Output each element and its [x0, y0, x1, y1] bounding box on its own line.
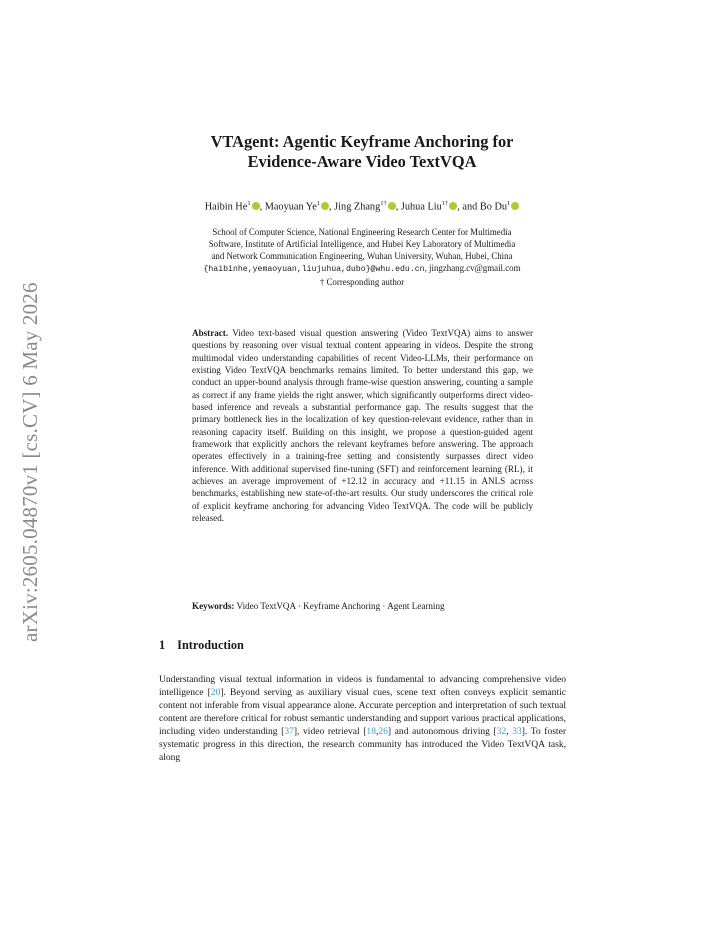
intro-text: ,: [375, 726, 379, 738]
citation-link[interactable]: 26: [378, 726, 388, 738]
author-list: [150, 200, 574, 212]
intro-text: ,: [506, 726, 513, 738]
author-affil-mark: 1†: [441, 200, 449, 207]
section-title: Introduction: [177, 638, 244, 652]
author-affil-mark: 1: [316, 200, 321, 207]
orcid-icon[interactable]: [388, 202, 396, 210]
author-name: , Jing Zhang: [329, 201, 381, 213]
paper-title: [150, 132, 574, 172]
orcid-icon[interactable]: [321, 202, 329, 210]
abstract-label: Abstract.: [192, 328, 229, 338]
email-address-extra[interactable]: , jingzhang.cv@gmail.com: [424, 263, 521, 274]
abstract: [192, 327, 533, 525]
affiliation-line: and Network Communication Engineering, Wuhan University, Wuhan, Hubei, China: [211, 251, 513, 262]
affiliation-line: School of Computer Science, National Engineering Research Center for Multimedia: [212, 227, 512, 237]
citation-link[interactable]: 32: [496, 726, 507, 738]
section-number: 1: [159, 638, 166, 652]
citation-link[interactable]: 37: [284, 726, 294, 738]
affiliation-block: [150, 226, 574, 288]
author-name: , and Bo Du: [457, 201, 508, 213]
intro-text: ]. To foster systematic progress in this direction, the research community has introduced the Video TextVQA task, along: [159, 726, 567, 764]
abstract-text: Video text-based visual question answering (Video TextVQA) aims to answer questions by reasoning over visual textual content appearing in videos. Despite the strong multimodal video understanding capabilities of recent Video-LLMs, their performance on existing Video TextVQA benchmarks remains limited. To better understand this gap, we conduct an upper-bound analysis through frame-wise question answering, counting a sample as correct if any frame yields the right answer, which significantly outperforms direct video-based inference and reveals a substantial performance gap. The results suggest that the primary bottleneck lies in the localization of key question-relevant evidence, rather than in reasoning capacity itself. Building on this insight, we propose a question-guided agent framework that explicitly anchors the relevant keyframes before answering. The approach operates effectively in a training-free setting and consistently surpasses direct video inference. With additional supervised fine-tuning (SFT) and reinforcement learning (RL), it achieves an average improvement of +12.12 in accuracy and +11.15 in ANLS across benchmarks, establishing new state-of-the-art results. Our study underscores the critical role of explicit keyframe anchoring for advancing Video TextVQA. The code will be publicly released.: [192, 328, 534, 524]
author-name: , Juhua Liu: [395, 201, 442, 213]
intro-text: ]. Beyond serving as auxiliary visual cues, scene text often conveys explicit semantic content not inferable from visual appearance alone. Accurate perception and interpretation of such textual content are therefore critical for robust semantic understanding and support various practical applications, including video understanding [: [159, 687, 566, 738]
intro-text: ], video retrieval [: [293, 726, 367, 738]
author-name: Haibin He: [204, 201, 248, 213]
email-line: [150, 262, 574, 276]
author-affil-mark: 1: [247, 200, 251, 207]
affiliation-line: Software, Institute of Artificial Intelligence, and Hubei Key Laboratory of Multimedia: [208, 239, 516, 250]
title-line-1: VTAgent: Agentic Keyframe Anchoring for: [210, 132, 514, 151]
section-heading: [159, 638, 244, 653]
citation-link[interactable]: 18: [366, 726, 376, 738]
orcid-icon[interactable]: [511, 202, 519, 210]
orcid-icon[interactable]: [252, 202, 260, 210]
arxiv-identifier: arXiv:2605.04870v1 [cs.CV] 6 May 2026: [18, 282, 42, 642]
title-line-2: Evidence-Aware Video TextVQA: [247, 152, 477, 171]
intro-text: Understanding visual textual information in videos is fundamental to advancing comprehensive video intelligence [: [159, 674, 566, 699]
keywords-label: Keywords:: [192, 601, 235, 611]
author-affil-mark: 1: [507, 200, 511, 207]
intro-text: ] and autonomous driving [: [387, 726, 497, 738]
corresponding-author-note: † Corresponding author: [319, 277, 405, 288]
citation-link[interactable]: 33: [512, 726, 522, 738]
intro-paragraph: [159, 673, 566, 764]
author-name: , Maoyuan Ye: [259, 201, 317, 213]
citation-link[interactable]: 20: [210, 687, 221, 699]
author-affil-mark: 1†: [380, 200, 387, 207]
keywords-text: Video TextVQA · Keyframe Anchoring · Agent Learning: [236, 601, 445, 611]
keywords: [192, 601, 533, 611]
email-address[interactable]: {haibinhe,yemaoyuan,liujuhua,dubo}@whu.edu.cn: [203, 265, 425, 275]
